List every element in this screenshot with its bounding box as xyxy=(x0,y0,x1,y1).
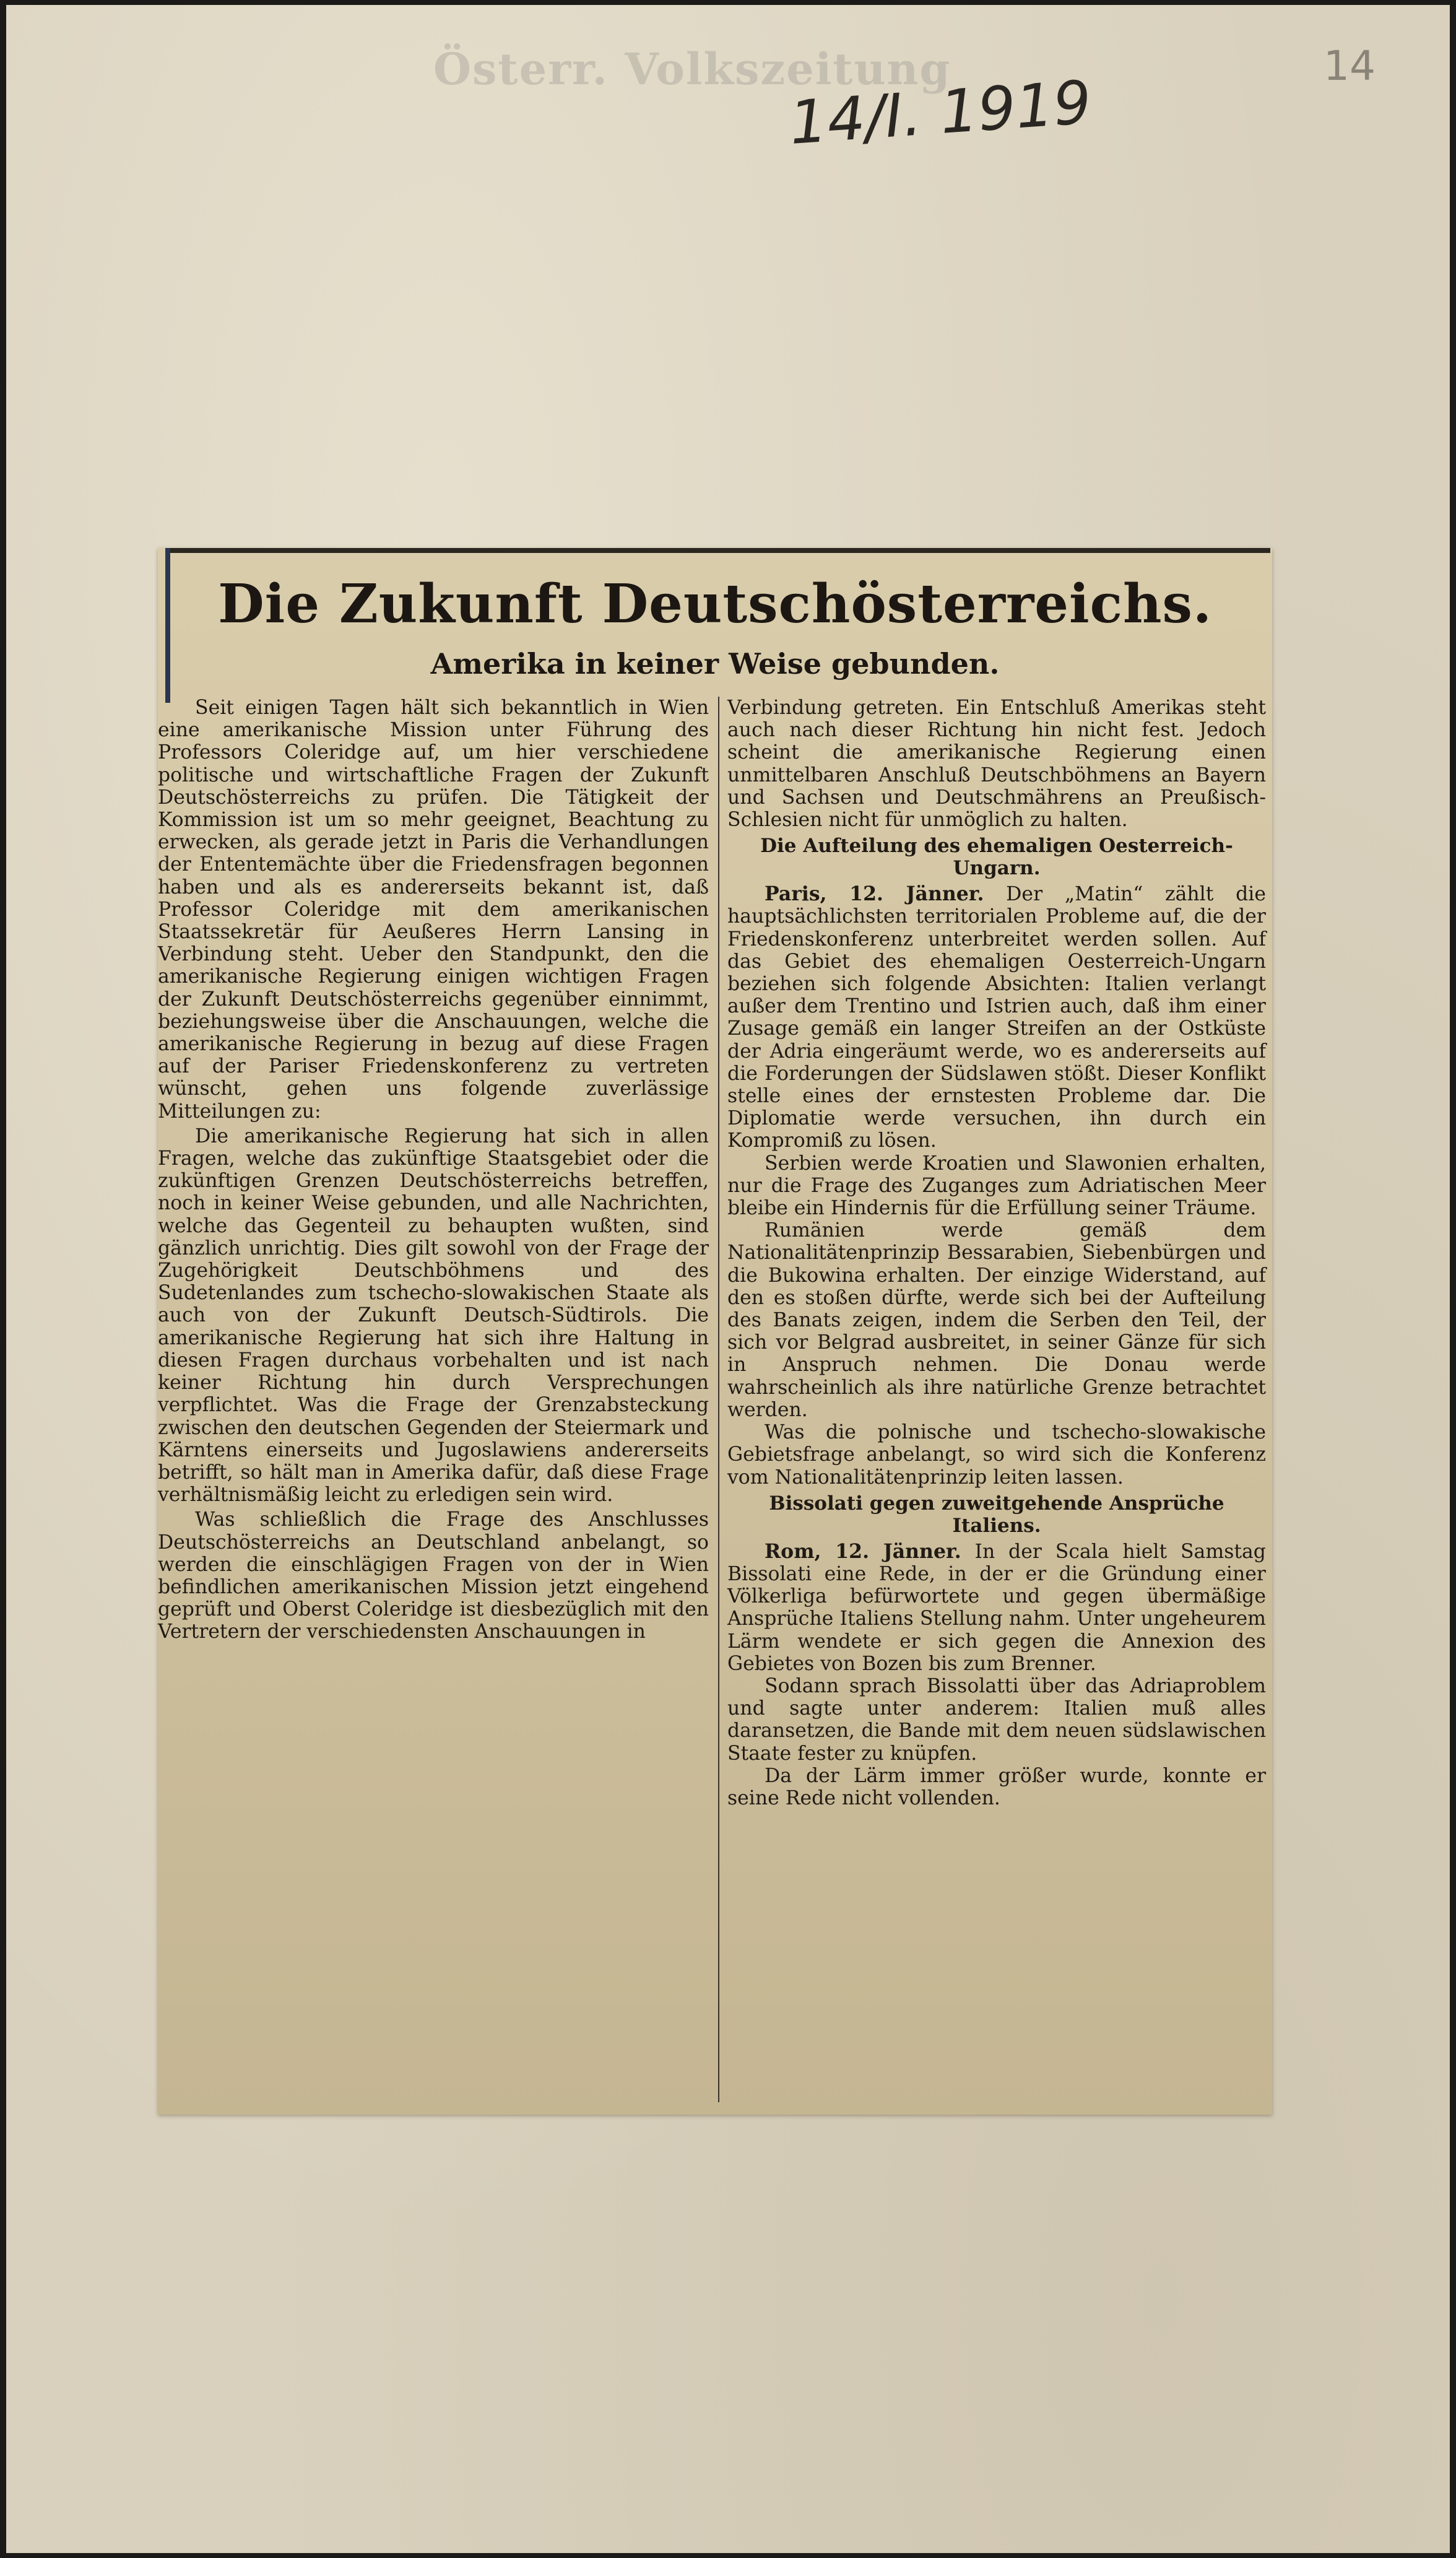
section1-paragraph-2: Serbien werde Kroatien und Slawonien erhalten, nur die Frage des Zuganges zum Adriatischen Meer bleibe ein Hindernis für die Erfüllung seiner Träume. xyxy=(727,1152,1266,1220)
right-column xyxy=(727,697,1266,1809)
section1-text-1: Der „Matin“ zählt die hauptsächlichsten territorialen Probleme auf, die der Friedenskonferenz unterbreitet werden sollen. Auf das Gebiet des ehemaligen Oesterreich-Ungarn beziehen sich folgende Absichten: Italien verlangt außer dem Trentino und Istrien auch, daß ihm einer Zusage gemäß ein langer Streifen an der Ostküste der Adria eingeräumt werde, wo es andererseits auf die Forderungen der Südslawen stößt. Dieser Konflikt stelle eines der ernstesten Probleme dar. Die Diplomatie werde versuchen, ihn durch ein Kompromiß zu lösen. xyxy=(727,883,1266,1152)
section2-dateline: Rom, 12. Jänner. xyxy=(765,1539,961,1563)
clipping-top-border xyxy=(165,548,1270,553)
section2-paragraph-1 xyxy=(727,1541,1266,1675)
handwritten-date: 14/I. 1919 xyxy=(787,67,1094,158)
section1-dateline: Paris, 12. Jänner. xyxy=(765,882,984,906)
section2-paragraph-2: Sodann sprach Bissolatti über das Adriaproblem und sagte unter anderem: Italien muß alles daransetzen, die Bande mit dem neuen südslawischen Staate fester zu knüpfen. xyxy=(727,1674,1266,1765)
page-number: 14 xyxy=(1324,42,1376,90)
left-column xyxy=(158,697,709,1643)
column-divider xyxy=(718,697,719,2102)
left-paragraph-2: Die amerikanische Regierung hat sich in allen Fragen, welche das zukünftige Staatsgebiet oder die zukünftigen Grenzen Deutschösterreichs betreffen, noch in keiner Weise gebunden, und alle Nachrichten, welche das Gegenteil zu behaupten wußten, sind gänzlich unrichtig. Dies gilt sowohl von der Frage der Zugehörigkeit Deutschböhmens und des Sudetenlandes zum tschecho-slowakischen Staate als auch von der Zukunft Deutsch-Südtirols. Die amerikanische Regierung hat sich ihre Haltung in diesen Fragen durchaus vorbehalten und ist nach keiner Richtung hin durch Versprechungen verpflichtet. Was die Frage der Grenzabsteckung zwischen den deutschen Gegenden der Steiermark und Kärntens einerseits und Jugoslawiens andererseits betrifft, so hält man in Amerika dafür, daß diese Frage verhältnismäßig leicht zu erledigen sein wird. xyxy=(158,1125,709,1507)
section-heading-aufteilung: Die Aufteilung des ehemaligen Oesterreich-Ungarn. xyxy=(760,835,1233,880)
newspaper-clipping xyxy=(158,548,1272,2115)
left-paragraph-3: Was schließlich die Frage des Anschlusses Deutschösterreichs an Deutschland anbelangt, so werden die einschlägigen Fragen von der in Wien befindlichen amerikanischen Mission jetzt eingehend geprüft und Oberst Coleridge ist diesbezüglich mit den Vertretern der verschiedensten Anschauungen in xyxy=(158,1508,709,1643)
article-subheadline: Amerika in keiner Weise gebunden. xyxy=(430,647,1000,681)
section-heading-bissolati: Bissolati gegen zuweitgehende Ansprüche Italiens. xyxy=(769,1492,1224,1537)
newspaper-source-stamp: Österr. Volkszeitung xyxy=(433,43,951,95)
section1-paragraph-4: Was die polnische und tschecho-slowakische Gebietsfrage anbelangt, so wird sich die Konferenz vom Nationalitätenprinzip leiten lassen. xyxy=(727,1421,1266,1489)
section1-paragraph-1 xyxy=(727,883,1266,1152)
left-paragraph-1: Seit einigen Tagen hält sich bekanntlich in Wien eine amerikanische Mission unter Führung des Professors Coleridge auf, um hier verschiedene politische und wirtschaftliche Fragen der Zukunft Deutschösterreichs zu prüfen. Die Tätigkeit der Kommission ist um so mehr geeignet, Beachtung zu erwecken, als gerade jetzt in Paris die Verhandlungen der Ententemächte über die Friedensfragen begonnen haben und als es andererseits bekannt ist, daß Professor Coleridge mit dem amerikanischen Staatssekretär für Aeußeres Herrn Lansing in Verbindung steht. Ueber den Standpunkt, den die amerikanische Regierung einigen wichtigen Fragen der Zukunft Deutschösterreichs gegenüber einnimmt, beziehungsweise über die Anschauungen, welche die amerikanische Regierung in bezug auf diese Fragen auf der Pariser Friedenskonferenz zu vertreten wünscht, gehen uns folgende zuverlässige Mitteilungen zu: xyxy=(158,697,709,1123)
section2-paragraph-3: Da der Lärm immer größer wurde, konnte er seine Rede nicht vollenden. xyxy=(727,1764,1266,1809)
section2-text-1: In der Scala hielt Samstag Bissolati eine Rede, in der er die Gründung einer Völkerliga befürwortete und gegen übermäßige Ansprüche Italiens Stellung nahm. Unter ungeheurem Lärm wendete er sich gegen die Annexion des Gebietes von Bozen bis zum Brenner. xyxy=(727,1540,1266,1675)
article-headline: Die Zukunft Deutschösterreichs. xyxy=(218,573,1212,635)
section1-paragraph-3: Rumänien werde gemäß dem Nationalitätenprinzip Bessarabien, Siebenbürgen und die Bukowina erhalten. Der einzige Widerstand, auf den es stoßen dürfte, werde sich bei der Aufteilung des Banats zeigen, indem die Serben den Teil, der sich vor Belgrad ausbreitet, in seiner Gänze für sich in Anspruch nehmen. Die Donau werde wahrscheinlich als ihre natürliche Grenze betrachtet werden. xyxy=(727,1219,1266,1421)
right-continuation-paragraph: Verbindung getreten. Ein Entschluß Amerikas steht auch nach dieser Richtung hin nicht fest. Jedoch scheint die amerikanische Regierung einen unmittelbaren Anschluß Deutschböhmens an Bayern und Sachsen und Deutschmährens an Preußisch-Schlesien nicht für unmöglich zu halten. xyxy=(727,697,1266,832)
